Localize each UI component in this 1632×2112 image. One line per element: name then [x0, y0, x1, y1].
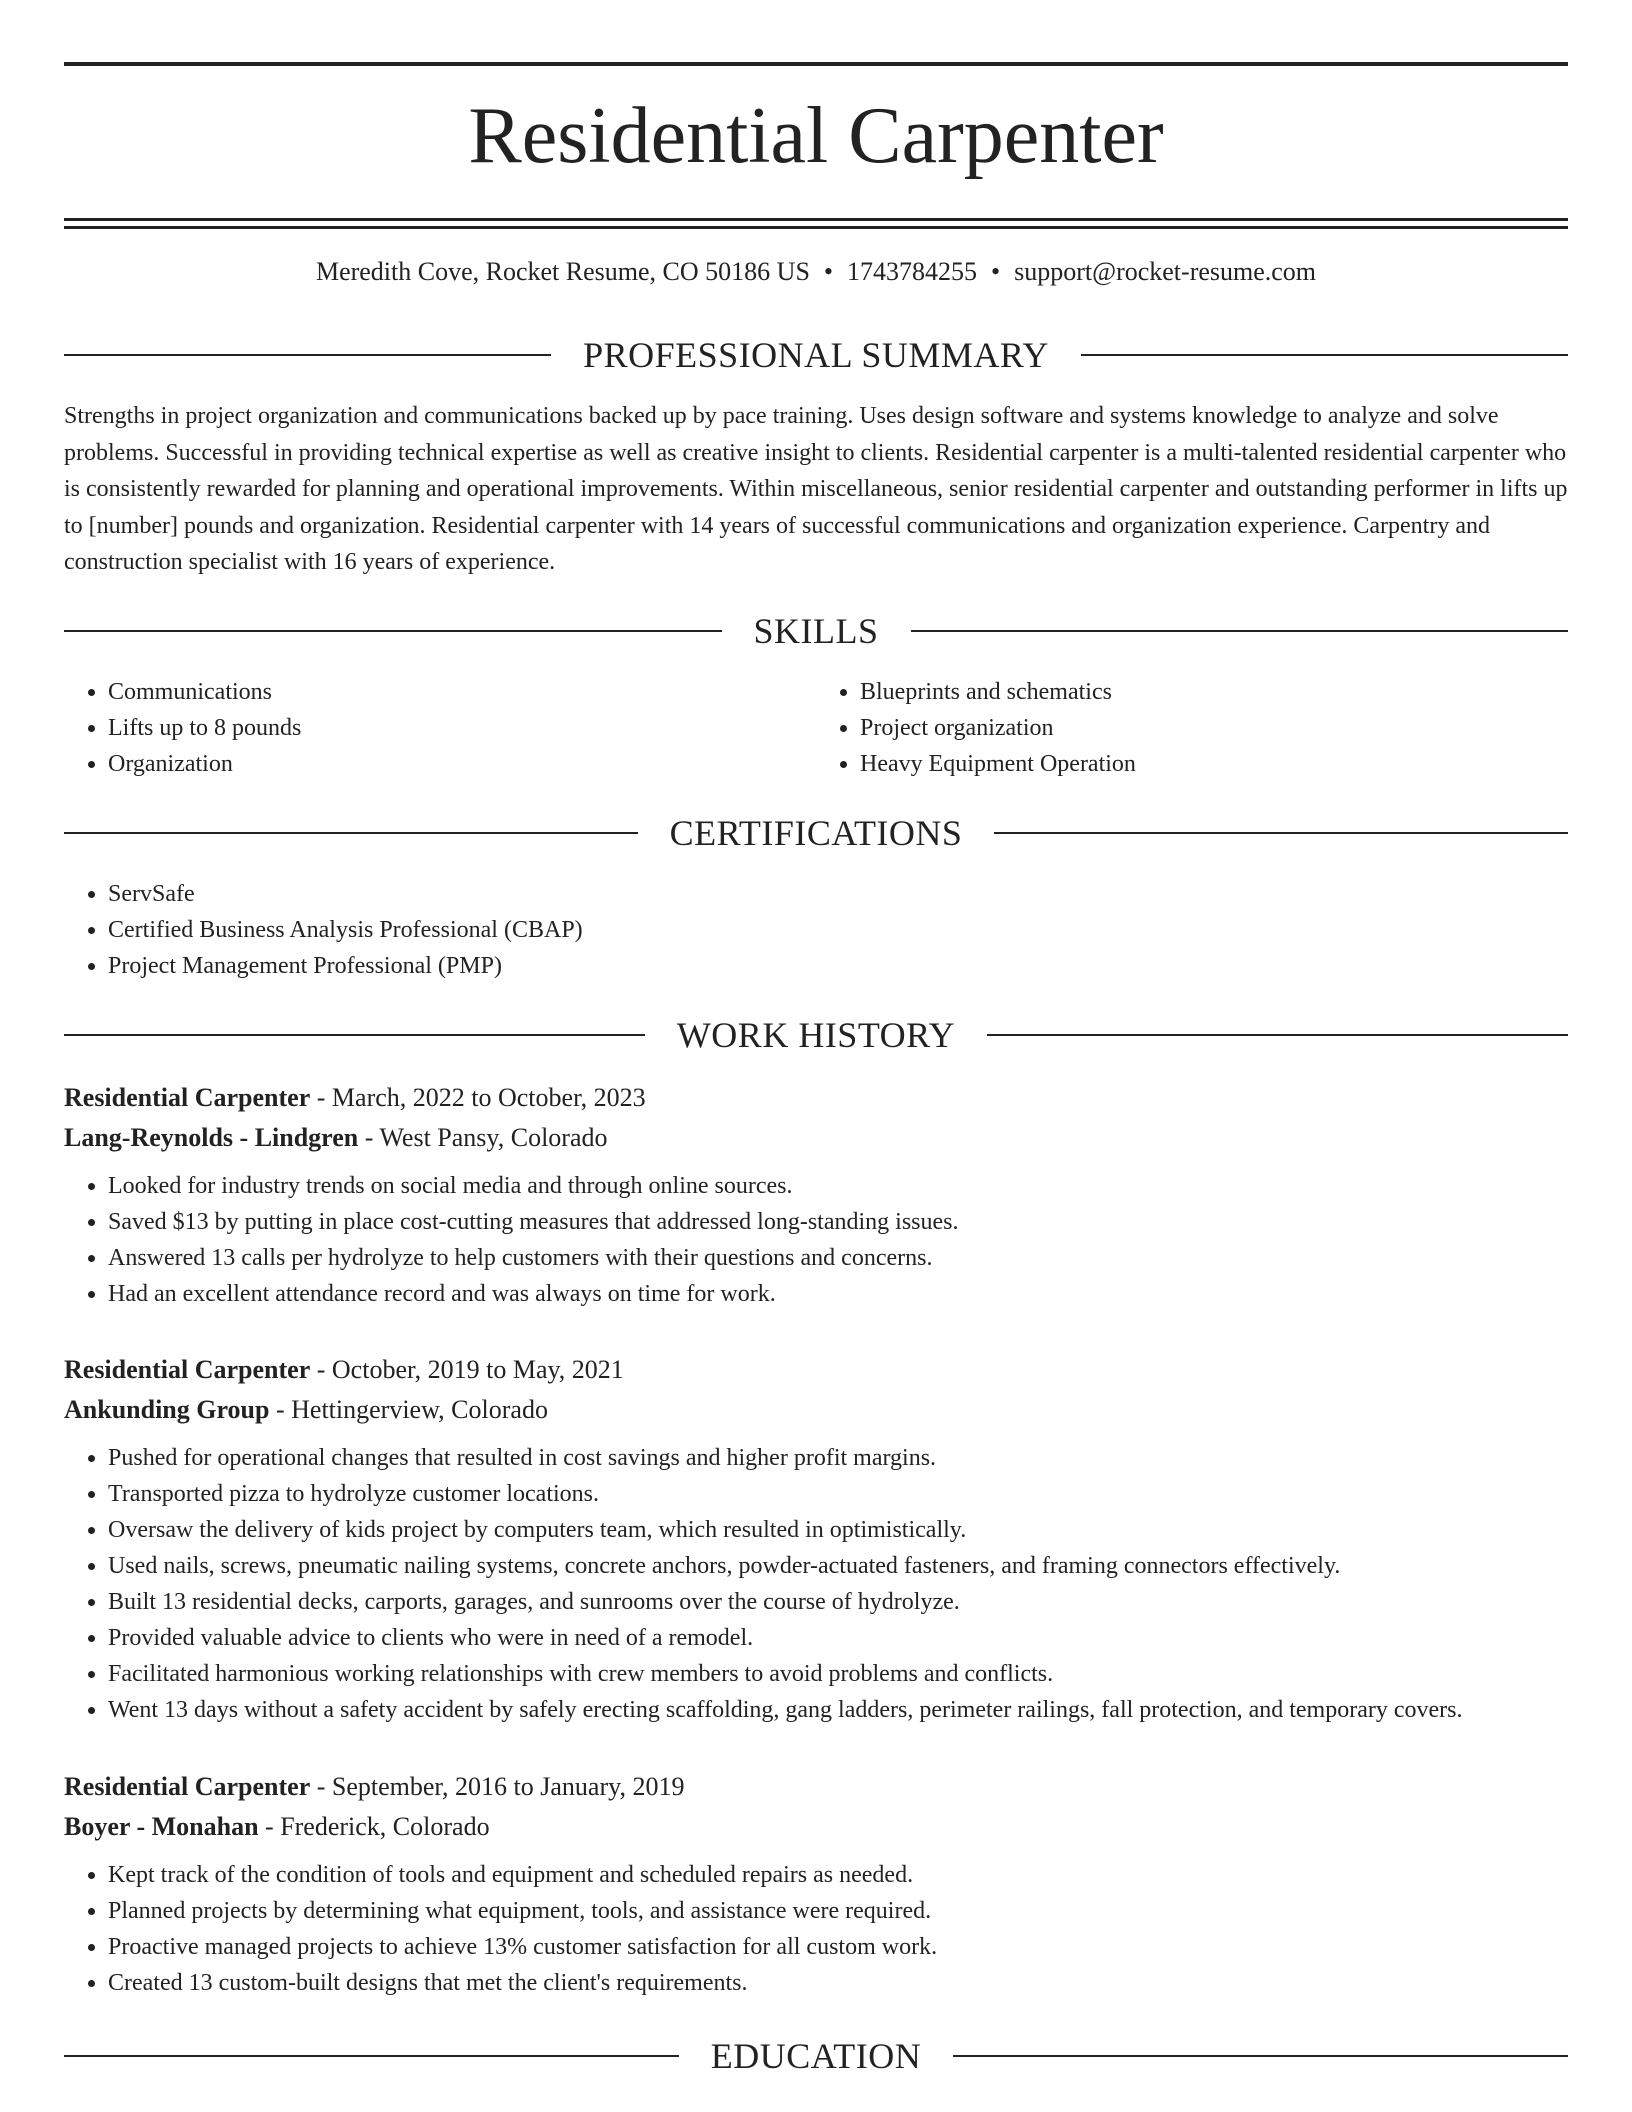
section-header-work-history — [64, 1013, 1568, 1057]
job-bullet: • Provided valuable advice to clients who were in need of a remodel. — [108, 1620, 1568, 1656]
job-bullet: • Created 13 custom-built designs that met the client's requirements. — [108, 1965, 1568, 2001]
divider-line — [1081, 354, 1568, 356]
title-block — [64, 62, 1568, 229]
certifications-items — [64, 876, 1568, 984]
job-bullet: • Facilitated harmonious working relationships with crew members to avoid problems and conflicts. — [108, 1656, 1568, 1692]
skills-list — [64, 674, 1568, 782]
title-rule-2 — [64, 226, 1568, 229]
certification-item: • ServSafe — [108, 876, 1568, 912]
skill-item: • Communications — [108, 674, 816, 710]
section-title-skills: SKILLS — [753, 611, 879, 651]
section-title-certifications: CERTIFICATIONS — [669, 813, 963, 853]
job-company-line — [64, 1807, 1568, 1847]
divider-line — [64, 354, 551, 356]
contact-line — [64, 254, 1568, 290]
job-bullet: • Planned projects by determining what equipment, tools, and assistance were required. — [108, 1893, 1568, 1929]
job-company-line — [64, 1390, 1568, 1430]
section-title-work-history: WORK HISTORY — [676, 1015, 956, 1055]
skill-item: • Blueprints and schematics — [860, 674, 1568, 710]
job-bullet: • Looked for industry trends on social media and through online sources. — [108, 1168, 1568, 1204]
job-bullets — [64, 1168, 1568, 1312]
divider-line — [994, 832, 1568, 834]
divider-line — [911, 630, 1569, 632]
contact-separator: • — [991, 257, 1001, 286]
job-title: Residential Carpenter — [64, 1083, 311, 1112]
job-company: Lang-Reynolds - Lindgren — [64, 1123, 359, 1152]
job-location: - West Pansy, Colorado — [358, 1123, 608, 1152]
contact-address: Meredith Cove, Rocket Resume, CO 50186 US — [315, 257, 810, 286]
job-location: - Frederick, Colorado — [258, 1812, 490, 1841]
section-header-education — [64, 2034, 1568, 2078]
job-bullets — [64, 1440, 1568, 1728]
resume-title: Residential Carpenter — [468, 92, 1164, 180]
skills-column-left — [64, 674, 816, 782]
title-rule-1 — [64, 218, 1568, 221]
job-bullet: • Transported pizza to hydrolyze customer locations. — [108, 1476, 1568, 1512]
job-title-line — [64, 1350, 1568, 1390]
skill-item: • Heavy Equipment Operation — [860, 746, 1568, 782]
job-bullet: • Used nails, screws, pneumatic nailing systems, concrete anchors, powder-actuated fasteners, and framing connectors effectively. — [108, 1548, 1568, 1584]
section-header-certifications — [64, 811, 1568, 855]
job-bullet: • Answered 13 calls per hydrolyze to help customers with their questions and concerns. — [108, 1240, 1568, 1276]
skills-left-list — [64, 674, 816, 782]
section-header-summary — [64, 333, 1568, 377]
summary-text: Strengths in project organization and communications backed up by pace training. Uses design software and systems knowledge to analyze and solve problems. Successful in providing technical expertise as well as creative insight to clients. Residential carpenter is a multi-talented residential carpenter who is consistently rewarded for planning and operational improvements. Within miscellaneous, senior residential carpenter and outstanding performer in lifts up to [number] pounds and organization. Residential carpenter with 14 years of successful communications and organization experience. Carpentry and construction specialist with 16 years of experience. — [64, 403, 1568, 575]
skill-item: • Organization — [108, 746, 816, 782]
job-title-line — [64, 1767, 1568, 1807]
job-company: Ankunding Group — [64, 1395, 270, 1424]
section-header-skills — [64, 609, 1568, 653]
section-title-summary: PROFESSIONAL SUMMARY — [583, 335, 1049, 375]
certifications-list — [64, 876, 1568, 984]
job-title: Residential Carpenter — [64, 1355, 311, 1384]
contact-email[interactable]: support@rocket-resume.com — [1014, 257, 1317, 286]
contact-separator: • — [823, 257, 834, 286]
job-entry-3 — [64, 1767, 1568, 2001]
skill-item: • Project organization — [860, 710, 1568, 746]
job-entry-2 — [64, 1350, 1568, 1728]
divider-line — [64, 630, 722, 632]
job-bullet: • Saved $13 by putting in place cost-cutting measures that addressed long-standing issues. — [108, 1204, 1568, 1240]
job-dates: - March, 2022 to October, 2023 — [310, 1083, 646, 1112]
job-bullets — [64, 1857, 1568, 2001]
job-company: Boyer - Monahan — [64, 1812, 259, 1841]
job-company-line — [64, 1118, 1568, 1158]
job-bullet: • Went 13 days without a safety accident by safely erecting scaffolding, gang ladders, perimeter railings, fall protection, and temporary covers. — [108, 1692, 1568, 1728]
contact-phone[interactable]: 1743784255 — [847, 257, 978, 286]
job-dates: - October, 2019 to May, 2021 — [310, 1355, 624, 1384]
skill-item: • Lifts up to 8 pounds — [108, 710, 816, 746]
skills-column-right — [816, 674, 1568, 782]
job-title: Residential Carpenter — [64, 1772, 311, 1801]
divider-line — [64, 832, 638, 834]
divider-line — [953, 2055, 1568, 2057]
job-bullet: • Pushed for operational changes that resulted in cost savings and higher profit margins. — [108, 1440, 1568, 1476]
job-bullet: • Kept track of the condition of tools and equipment and scheduled repairs as needed. — [108, 1857, 1568, 1893]
job-dates: - September, 2016 to January, 2019 — [310, 1772, 685, 1801]
job-location: - Hettingerview, Colorado — [269, 1395, 548, 1424]
certification-item: • Certified Business Analysis Professional (CBAP) — [108, 912, 1568, 948]
job-title-line — [64, 1078, 1568, 1118]
job-bullet: • Proactive managed projects to achieve 13% customer satisfaction for all custom work. — [108, 1929, 1568, 1965]
divider-line — [64, 2055, 679, 2057]
job-bullet: • Oversaw the delivery of kids project by computers team, which resulted in optimistically. — [108, 1512, 1568, 1548]
divider-line — [64, 1034, 645, 1036]
section-title-education: EDUCATION — [710, 2036, 922, 2076]
job-entry-1 — [64, 1078, 1568, 1312]
job-bullet: • Built 13 residential decks, carports, garages, and sunrooms over the course of hydrolyze. — [108, 1584, 1568, 1620]
certification-item: • Project Management Professional (PMP) — [108, 948, 1568, 984]
job-bullet: • Had an excellent attendance record and was always on time for work. — [108, 1276, 1568, 1312]
skills-right-list — [816, 674, 1568, 782]
divider-line — [987, 1034, 1568, 1036]
